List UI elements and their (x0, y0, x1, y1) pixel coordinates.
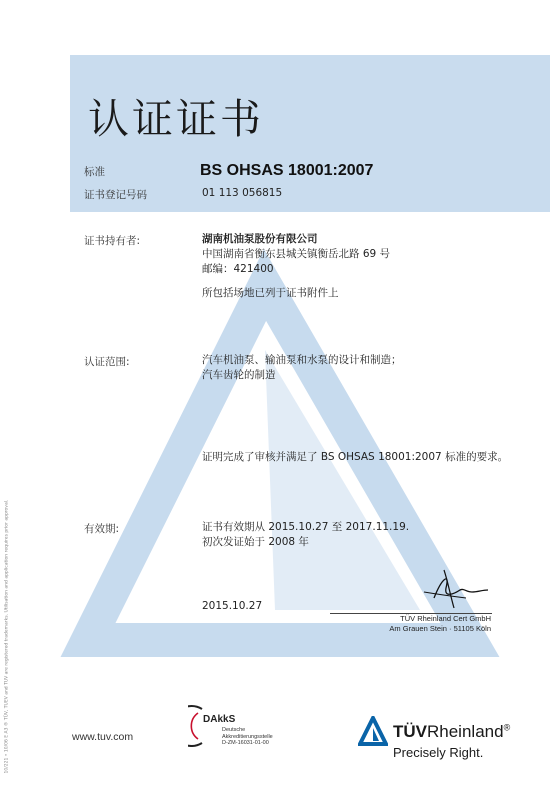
holder-label: 证书持有者: (84, 235, 141, 247)
registered-mark: ® (503, 722, 511, 733)
dakks-line-3: D-ZM-16031-01-00 (222, 740, 269, 746)
dakks-line-2: Akkreditierungsstelle (222, 733, 273, 740)
scope-line-1: 汽车机油泵、输油泵和水泵的设计和制造； (202, 354, 402, 366)
issuer-name: TÜV Rheinland Cert GmbH (400, 614, 491, 623)
side-note (0, 499, 10, 776)
dakks-line-1: Deutsche (222, 727, 246, 733)
validity-label: 有效期: (84, 523, 120, 535)
registration-label: 证书登记号码 (84, 189, 147, 201)
validity-period: 证书有效期从 2015.10.27 至 2017.11.19. (202, 521, 410, 533)
holder-address: 中国湖南省衡东县城关镇衡岳北路 69 号 (202, 248, 391, 260)
brand-name-bold: TÜV (393, 722, 427, 741)
brand-slogan: Precisely Right. (393, 745, 484, 760)
issuer-address: Am Grauen Stein · 51105 Köln (389, 624, 491, 633)
holder-name: 湖南机油泵股份有限公司 (202, 233, 318, 245)
signature (420, 568, 492, 610)
sites-note: 所包括场地已列于证书附件上 (202, 287, 339, 299)
issuer-block (365, 614, 491, 634)
standard-label: 标准 (84, 166, 105, 178)
dakks-details (222, 727, 273, 747)
website-link[interactable]: www.tuv.com (72, 731, 134, 743)
tuv-triangle-icon (358, 716, 388, 746)
brand-name-regular: Rheinland (427, 722, 504, 741)
dakks-name: DAkkS (203, 714, 236, 725)
issue-date: 2015.10.27 (202, 600, 263, 612)
scope-line-2: 汽车齿轮的制造 (202, 369, 276, 381)
audit-statement: 证明完成了审核并满足了 BS OHSAS 18001:2007 标准的要求。 (202, 451, 509, 463)
scope-label: 认证范围: (84, 356, 130, 368)
page-title: 认证证书 (88, 95, 264, 143)
standard-value: BS OHSAS 18001:2007 (200, 162, 374, 179)
brand-name (393, 722, 510, 742)
holder-postcode: 邮编：421400 (202, 263, 274, 275)
registration-number: 01 113 056815 (202, 187, 283, 199)
side-note-text: 10/221 • 10/06 E A3 ® TÜV, TUEV and TUV are registered trademarks. Utilisation and application requires prior approval. (4, 499, 10, 774)
first-issue: 初次发证始于 2008 年 (202, 536, 309, 548)
